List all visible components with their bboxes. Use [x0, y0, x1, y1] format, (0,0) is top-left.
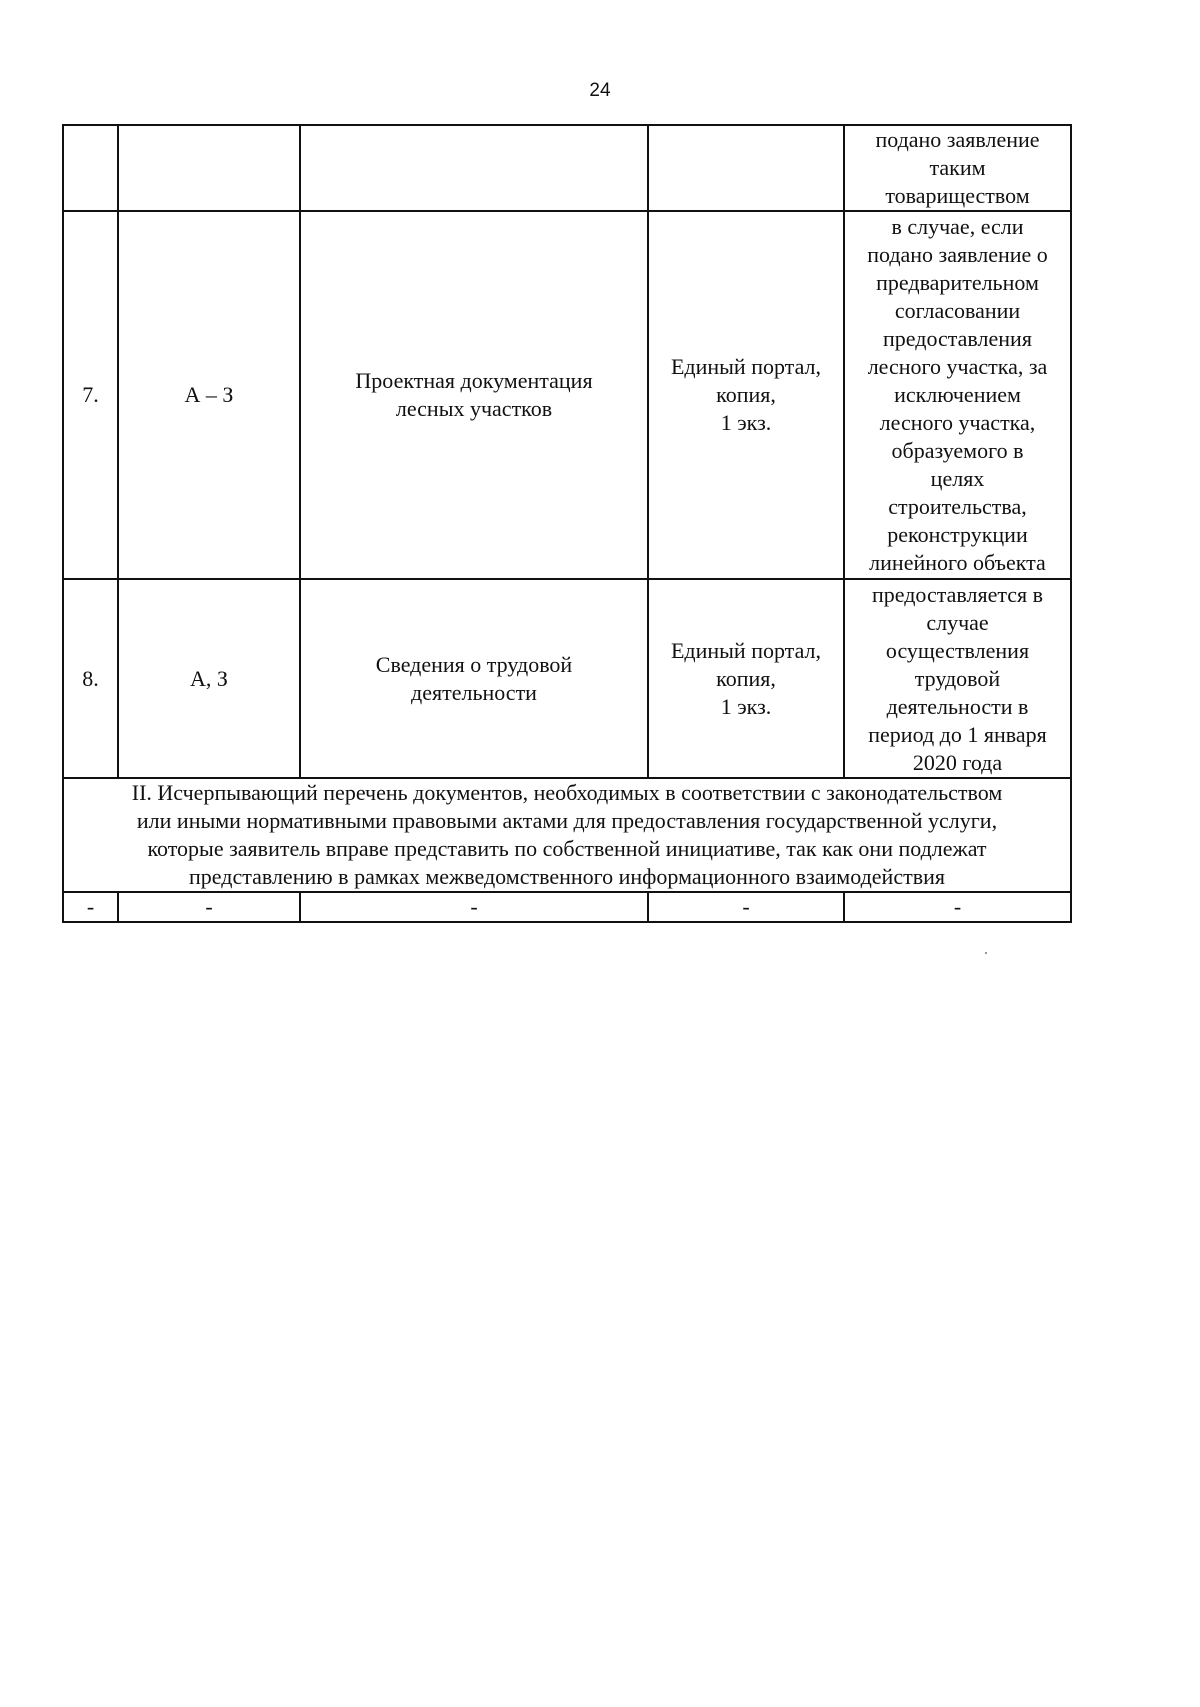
text-line: подано заявление о: [867, 242, 1048, 267]
text-line: Проектная документация: [355, 368, 593, 393]
cell-number: -: [63, 892, 118, 922]
cell-document: [300, 211, 648, 579]
cell-number: [63, 125, 118, 211]
text-line: в случае, если: [891, 214, 1024, 239]
text-line: или иными нормативными правовыми актами для предоставления государственной услуги,: [136, 808, 998, 833]
text-line: линейного объекта: [869, 550, 1046, 575]
text-line: подано заявление: [875, 127, 1040, 152]
cell-source: [648, 211, 844, 579]
text-line: II. Исчерпывающий перечень документов, необходимых в соответствии с законодательством: [131, 780, 1003, 805]
page-number: 24: [589, 80, 611, 101]
text-line: товариществом: [885, 183, 1030, 208]
text-line: период до 1 января: [868, 721, 1047, 747]
text-line: деятельности: [411, 679, 537, 705]
text-line: образуемого в: [891, 438, 1024, 463]
cell-document: -: [300, 892, 648, 922]
text-line: лесных участков: [395, 396, 553, 421]
text-line: представлению в рамках межведомственного информационного взаимодействия: [189, 864, 945, 889]
text-line: исключением: [894, 382, 1021, 407]
section-2-header-row: [63, 778, 1071, 892]
cell-category: [118, 125, 300, 211]
text-line: 1 экз.: [720, 693, 772, 719]
cell-number: 7.: [63, 211, 118, 579]
text-line: согласовании: [894, 298, 1021, 323]
text-line: осуществления: [885, 637, 1030, 663]
text-line: реконструкции: [887, 522, 1028, 547]
text-line: предоставляется в: [871, 581, 1043, 607]
text-line: предоставления: [883, 326, 1032, 351]
cell-category: А, З: [118, 579, 300, 778]
text-line: лесного участка, за: [867, 354, 1048, 379]
cell-number: 8.: [63, 579, 118, 778]
text-line: целях: [930, 466, 985, 491]
text-line: трудовой: [914, 665, 1001, 691]
cell-condition: [844, 125, 1071, 211]
table-row-8: [63, 579, 1071, 778]
cell-source: [648, 125, 844, 211]
table-row-continuation: [63, 125, 1071, 211]
text-line: Сведения о трудовой: [375, 651, 573, 677]
table-row-7: [63, 211, 1071, 579]
text-line: лесного участка,: [879, 410, 1036, 435]
text-line: 2020 года: [912, 749, 1003, 775]
text-line: Единый портал,: [670, 354, 822, 379]
cell-document: [300, 125, 648, 211]
cell-document: [300, 579, 648, 778]
text-line: Единый портал,: [670, 637, 822, 663]
cell-source: [648, 579, 844, 778]
cell-category: А – З: [118, 211, 300, 579]
text-line: строительства,: [888, 494, 1027, 519]
text-line: которые заявитель вправе представить по собственной инициативе, так как они подлежат: [147, 836, 987, 861]
text-line: деятельности в: [886, 693, 1029, 719]
text-line: 1 экз.: [720, 410, 772, 435]
cell-condition: [844, 211, 1071, 579]
scan-artifact: [985, 952, 987, 954]
cell-category: -: [118, 892, 300, 922]
text-line: предварительном: [876, 270, 1039, 295]
documents-table: [62, 124, 1072, 923]
cell-condition: -: [844, 892, 1071, 922]
text-line: таким: [929, 155, 986, 180]
section-2-empty-row: [63, 892, 1071, 922]
text-line: случае: [926, 609, 989, 635]
cell-condition: [844, 579, 1071, 778]
text-line: копия,: [716, 665, 776, 691]
section-2-title: [63, 778, 1071, 892]
cell-source: -: [648, 892, 844, 922]
text-line: копия,: [716, 382, 776, 407]
